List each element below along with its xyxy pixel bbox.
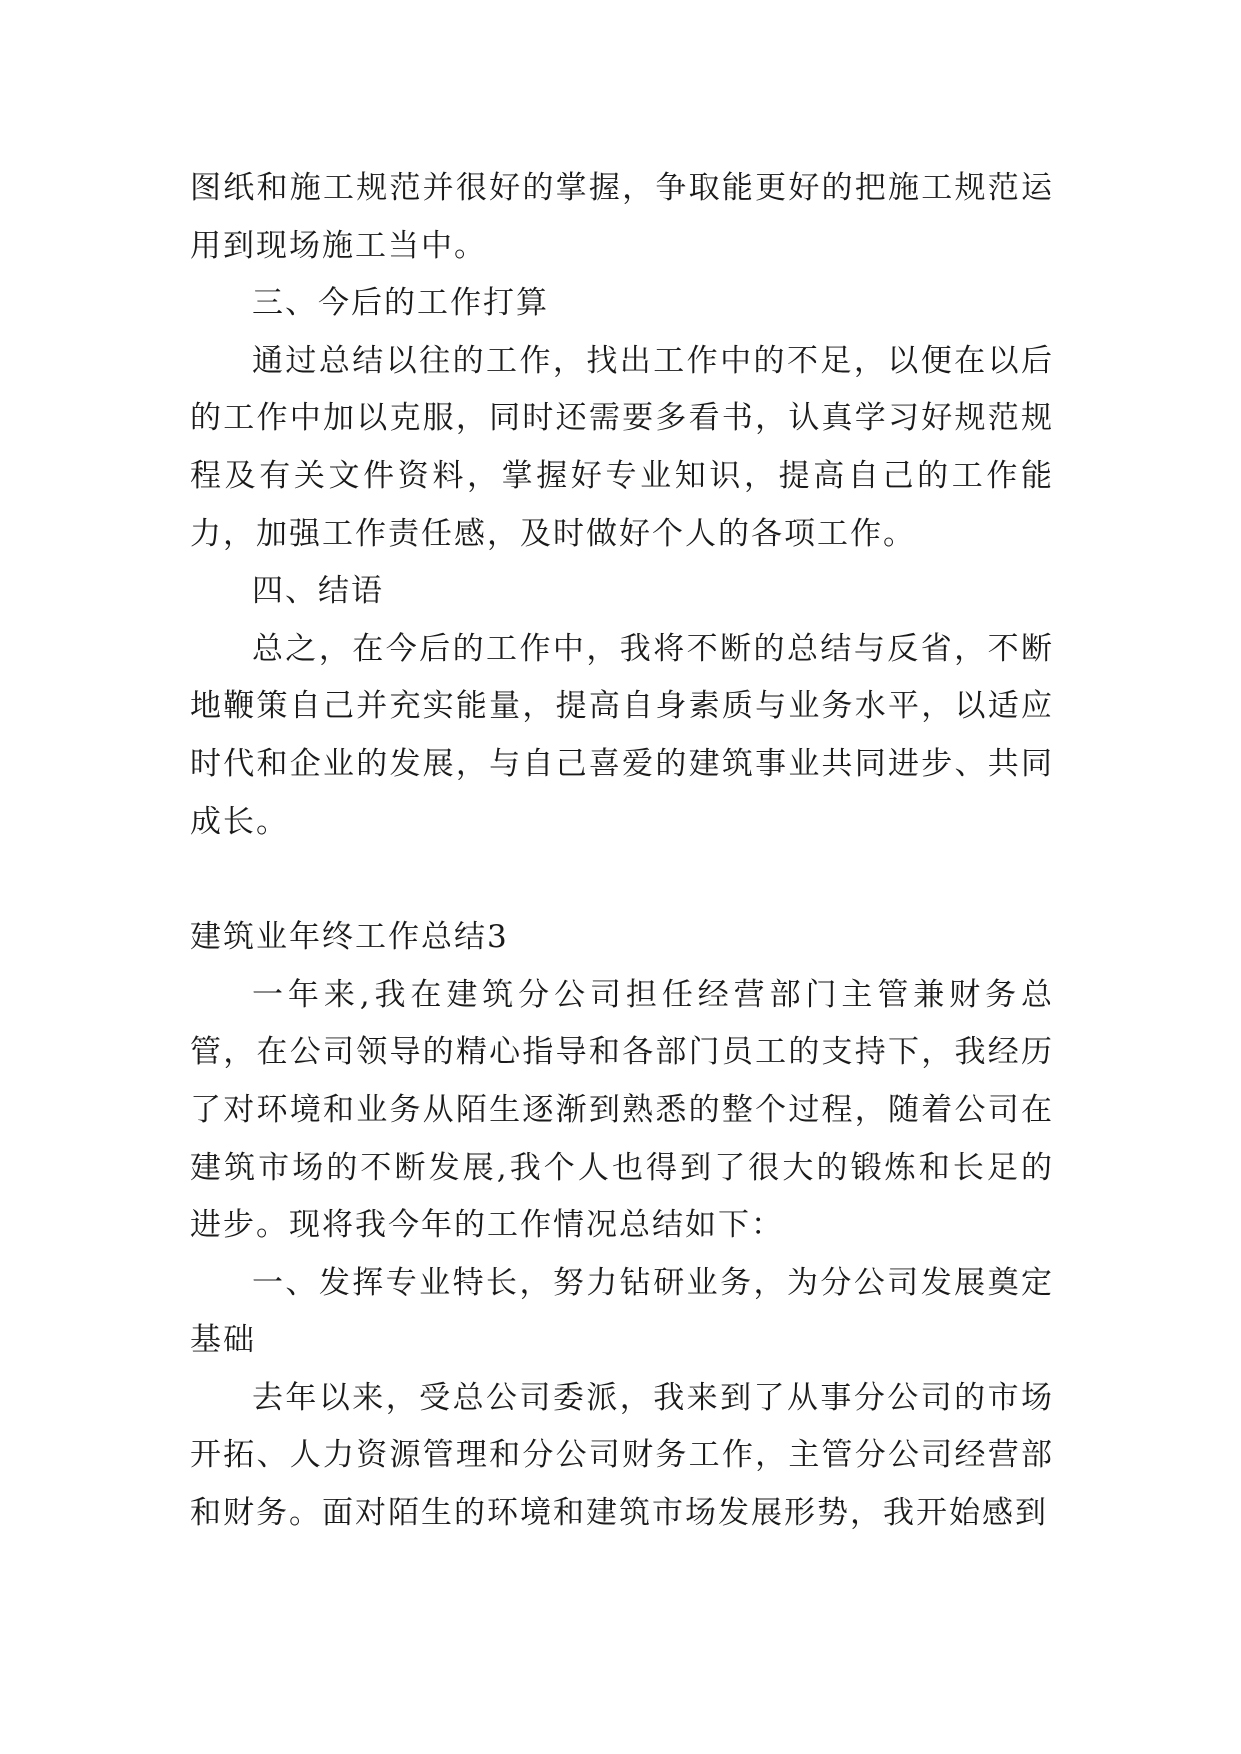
paragraph-future-plans: 通过总结以往的工作，找出工作中的不足，以便在以后的工作中加以克服，同时还需要多看书，认真学习好规范规程及有关文件资料，掌握好专业知识，提高自己的工作能力，加强工作责任感，及时做好个人的各项工作。: [190, 342, 1054, 552]
section-heading-future-plans: 三、今后的工作打算: [252, 285, 549, 322]
paragraph-expertise: 去年以来，受总公司委派，我来到了从事分公司的市场开拓、人力资源管理和分公司财务工作，主管分公司经营部和财务。面对陌生的环境和建筑市场发展形势，我开始感到: [190, 1379, 1054, 1532]
document-body: [190, 160, 1054, 1543]
paragraph-conclusion: 总之，在今后的工作中，我将不断的总结与反省，不断地鞭策自己并充实能量，提高自身素质与业务水平，以适应时代和企业的发展，与自己喜爱的建筑事业共同进步、共同成长。: [190, 630, 1054, 840]
section-heading-conclusion: 四、结语: [252, 573, 384, 610]
section-heading-expertise: 一、发挥专业特长，努力钻研业务，为分公司发展奠定基础: [190, 1264, 1054, 1359]
section-spacer: [190, 851, 1054, 909]
paragraph-intro: 一年来,我在建筑分公司担任经营部门主管兼财务总管，在公司领导的精心指导和各部门员工的支持下，我经历了对环境和业务从陌生逐渐到熟悉的整个过程，随着公司在建筑市场的不断发展,我个人也得到了很大的锻炼和长足的进步。现将我今年的工作情况总结如下：: [190, 976, 1054, 1244]
paragraph-continuation: 图纸和施工规范并很好的掌握，争取能更好的把施工规范运用到现场施工当中。: [190, 170, 1054, 264]
article-title: 建筑业年终工作总结3: [190, 919, 509, 956]
